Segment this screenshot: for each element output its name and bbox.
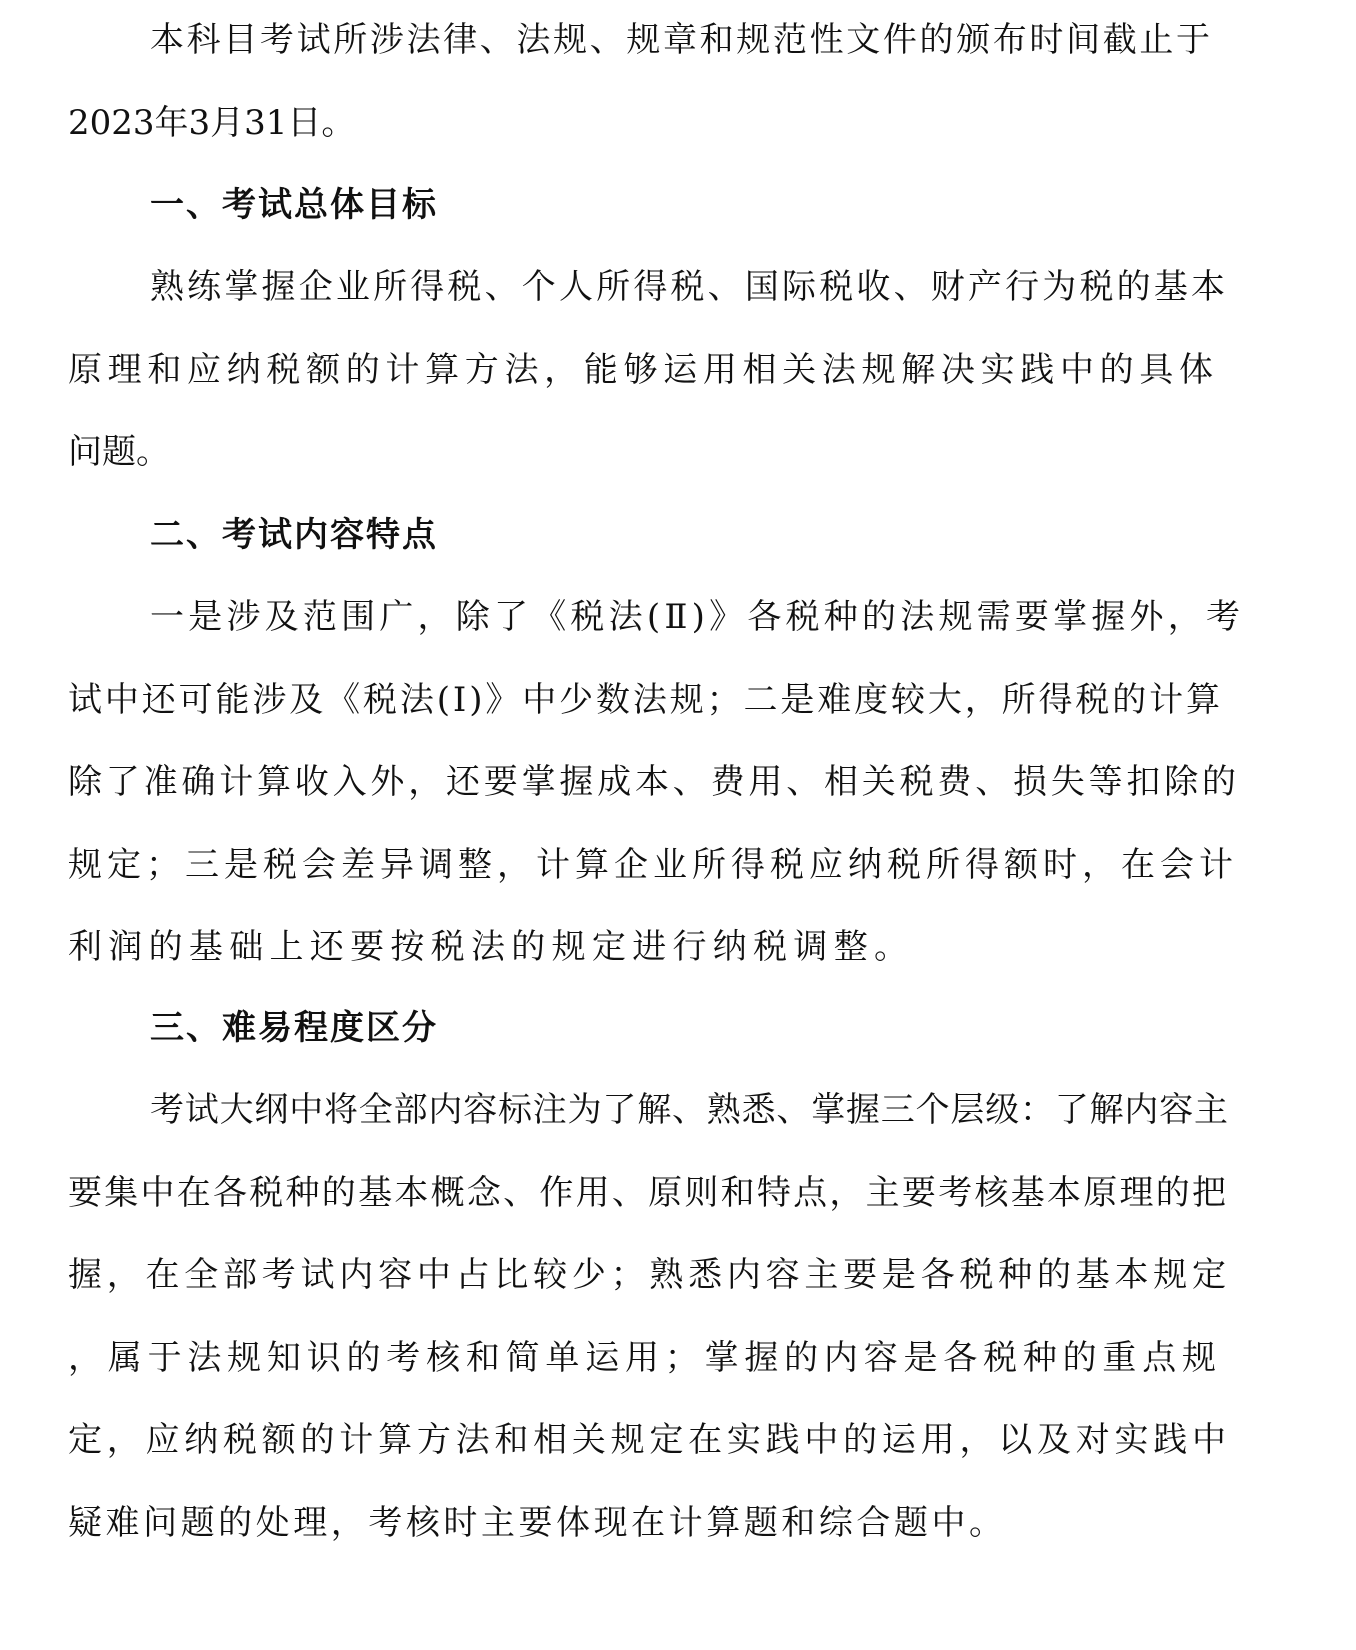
section-2-line-5: 利润的基础上还要按税法的规定进行纳税调整。 — [68, 927, 908, 967]
section-1-line-3: 问题。 — [68, 432, 170, 472]
section-2-line-3: 除了准确计算收入外，还要掌握成本、费用、相关税费、损失等扣除的 — [68, 762, 1236, 802]
paragraph-line — [68, 1255, 1226, 1295]
section-3-line-5: 定，应纳税额的计算方法和相关规定在实践中的运用，以及对实践中 — [68, 1420, 1226, 1460]
paragraph-line — [68, 1338, 1216, 1378]
paragraph-line — [68, 350, 1213, 390]
section-3-line-2: 要集中在各税种的基本概念、作用、原则和特点，主要考核基本原理的把 — [68, 1173, 1226, 1213]
section-3-line-1: 考试大纲中将全部内容标注为了解、熟悉、掌握三个层级：了解内容主 — [150, 1090, 1228, 1130]
section-1-line-2: 原理和应纳税额的计算方法，能够运用相关法规解决实践中的具体 — [68, 350, 1213, 390]
paragraph-line — [150, 20, 1210, 60]
section-3-line-4: ，属于法规知识的考核和简单运用；掌握的内容是各税种的重点规 — [68, 1338, 1216, 1378]
paragraph-line — [68, 432, 170, 472]
paragraph-line — [68, 927, 908, 967]
paragraph-line — [150, 267, 1225, 307]
paragraph-line — [150, 1090, 1228, 1130]
section-1-line-1: 熟练掌握企业所得税、个人所得税、国际税收、财产行为税的基本 — [150, 267, 1225, 307]
paragraph-line — [68, 845, 1233, 885]
paragraph-line — [150, 597, 1240, 637]
section-3-line-3: 握，在全部考试内容中占比较少；熟悉内容主要是各税种的基本规定 — [68, 1255, 1226, 1295]
paragraph-line — [68, 762, 1236, 802]
paragraph-line — [68, 1503, 1003, 1543]
paragraph-line — [68, 1420, 1226, 1460]
section-2-line-4: 规定；三是税会差异调整，计算企业所得税应纳税所得额时，在会计 — [68, 845, 1233, 885]
intro-line-2: 2023年3月31日。 — [68, 103, 356, 143]
paragraph-line — [68, 103, 355, 143]
paragraph-line — [68, 680, 1220, 720]
section-heading-3: 三、难易程度区分 — [150, 1008, 438, 1048]
paragraph-line — [68, 1173, 1226, 1213]
section-2-line-2: 试中还可能涉及《税法(Ⅰ)》中少数法规；二是难度较大，所得税的计算 — [68, 680, 1220, 720]
section-heading-2: 二、考试内容特点 — [150, 515, 438, 555]
intro-line-1: 本科目考试所涉法律、法规、规章和规范性文件的颁布时间截止于 — [150, 20, 1210, 60]
section-2-line-1: 一是涉及范围广，除了《税法(Ⅱ)》各税种的法规需要掌握外，考 — [150, 597, 1240, 637]
section-heading-1: 一、考试总体目标 — [150, 185, 438, 225]
section-3-line-6: 疑难问题的处理，考核时主要体现在计算题和综合题中。 — [68, 1503, 1003, 1543]
